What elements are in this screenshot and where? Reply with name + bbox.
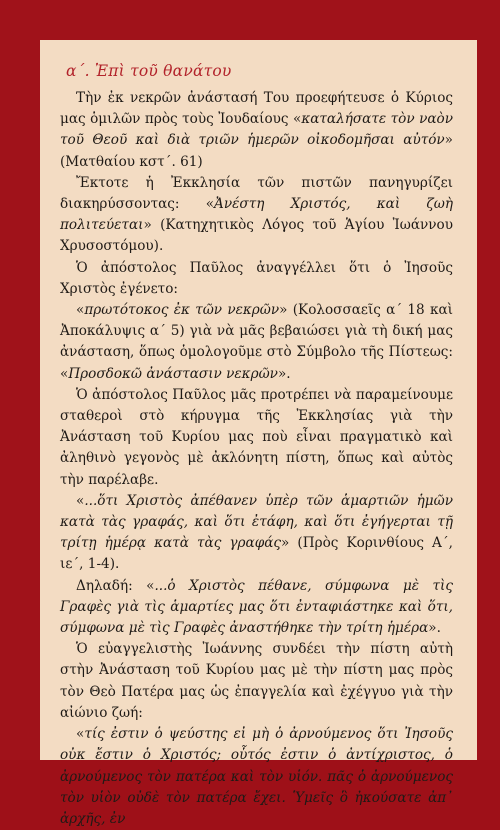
text-run: Δηλαδή: « xyxy=(76,577,155,594)
text-run: Ὁ ἀπόστολος Παῦλος ἀναγγέλλει ὅτι ὁ Ἰησοῦς Χριστὸς ἐγένετο: xyxy=(60,259,453,297)
italic-quote: Προσδοκῶ ἀνάστασιν νεκρῶν xyxy=(68,365,278,382)
italic-quote: ...ὅτι Χριστὸς ἀπέθανεν ὑπὲρ τῶν ἁμαρτιῶν ἡμῶν κατὰ τὰς γραφάς, καὶ ὅτι ἐτάφη, καὶ ὅτι ἐγήγερται τῇ τρίτῃ ἡμέρᾳ κατὰ τὰς γραφάς xyxy=(60,492,453,552)
italic-quote: καταλήσατε τὸν ναὸν τοῦ Θεοῦ καὶ διὰ τριῶν ἡμερῶν οἰκοδομῆσαι αὐτόν xyxy=(60,111,453,149)
italic-quote: πρωτότοκος ἐκ τῶν νεκρῶν xyxy=(84,302,280,319)
text-run: « xyxy=(76,302,85,319)
text-run: Ἔκτοτε ἡ Ἐκκλησία τῶν πιστῶν πανηγυρίζει διακηρύσσοντας: « xyxy=(60,174,453,213)
text-run: » (Πρὸς Κορινθίους Α΄, ιε΄, 1-4). xyxy=(60,535,453,573)
text-run: Ὁ ἀπόστολος Παῦλος μᾶς προτρέπει νὰ παραμείνουμε σταθεροὶ στὸ κήρυγμα τῆς Ἐκκλησίας γιὰ τὴν Ἀνάσταση τοῦ Κυρίου μας ποὺ εἶναι πραγματικὸ καὶ ἀληθινὸ γεγονὸς μὲ ἀκλόνητη πίστη, ὅπως καὶ αὐτὸς τὴν παρέλαβε. xyxy=(60,386,453,488)
text-run: » (Ματθαίου κστ΄. 61) xyxy=(60,132,453,170)
text-run: » (Κολοσσαεῖς α΄ 18 καὶ Ἀποκάλυψις α΄ 5) γιὰ νὰ μᾶς βεβαιώσει γιὰ τὴ δική μας ἀνάσταση, ὅπως ὁμολογοῦμε στὸ Σύμβολο τῆς Πίστεως: « xyxy=(60,302,453,382)
italic-quote: ...ὁ Χριστὸς πέθανε, σύμφωνα μὲ τὶς Γραφὲς γιὰ τὶς ἁμαρτίες μας ὅτι ἐνταφιάστηκε καὶ ὅτι, σύμφωνα μὲ τὶς Γραφὲς ἀναστήθηκε τὴν τρίτη ἡμέρα xyxy=(60,577,453,637)
paragraph xyxy=(60,300,453,385)
text-run: Ὁ εὐαγγελιστὴς Ἰωάννης συνδέει τὴν πίστη αὐτὴ στὴν Ἀνάσταση τοῦ Κυρίου μας μὲ τὴν πίστη μας πρὸς τὸν Θεὸ Πατέρα μας ὡς ἐπαγγελία καὶ ἐχέγγυο γιὰ τὴν αἰώνιο ζωή: xyxy=(60,641,453,721)
text-run: ». xyxy=(277,365,291,382)
paragraph xyxy=(60,173,453,258)
body-text xyxy=(60,88,453,830)
text-run: ». xyxy=(428,620,441,637)
section-heading: α΄. Ἐπὶ τοῦ θανάτου xyxy=(66,62,232,80)
paragraph xyxy=(60,576,453,640)
italic-quote: τίς ἐστιν ὁ ψεύστης εἰ μὴ ὁ ἀρνούμενος ὅτι Ἰησοῦς οὐκ ἔστιν ὁ Χριστός; οὗτός ἐστιν ὁ ἀντίχριστος, ὁ ἀρνούμενος τὸν πατέρα καὶ τὸν υἱόν. πᾶς ὁ ἀρνούμενος τὸν υἱὸν οὐδὲ τὸν πατέρα ἔχει. Ὑμεῖς ὃ ἠκούσατε ἀπ᾽ ἀρχῆς, ἐν xyxy=(60,726,453,827)
paragraph xyxy=(60,258,453,300)
paragraph xyxy=(60,385,453,491)
book-page xyxy=(40,40,477,827)
text-run: « xyxy=(76,492,85,509)
italic-quote: Ἀνέστη Χριστός, καὶ ζωὴ πολιτεύεται xyxy=(60,196,453,234)
paragraph xyxy=(60,639,453,724)
text-run: » (Κατηχητικὸς Λόγος τοῦ Ἁγίου Ἰωάννου Χρυσοστόμου). xyxy=(60,217,453,255)
paragraph xyxy=(60,88,453,173)
text-run: « xyxy=(76,726,85,743)
paragraph xyxy=(60,724,453,830)
paragraph xyxy=(60,491,453,576)
text-run: Τὴν ἐκ νεκρῶν ἀνάστασή Του προεφήτευσε ὁ Κύριος μας ὁμιλῶν πρὸς τοὺς Ἰουδαίους « xyxy=(60,90,453,128)
